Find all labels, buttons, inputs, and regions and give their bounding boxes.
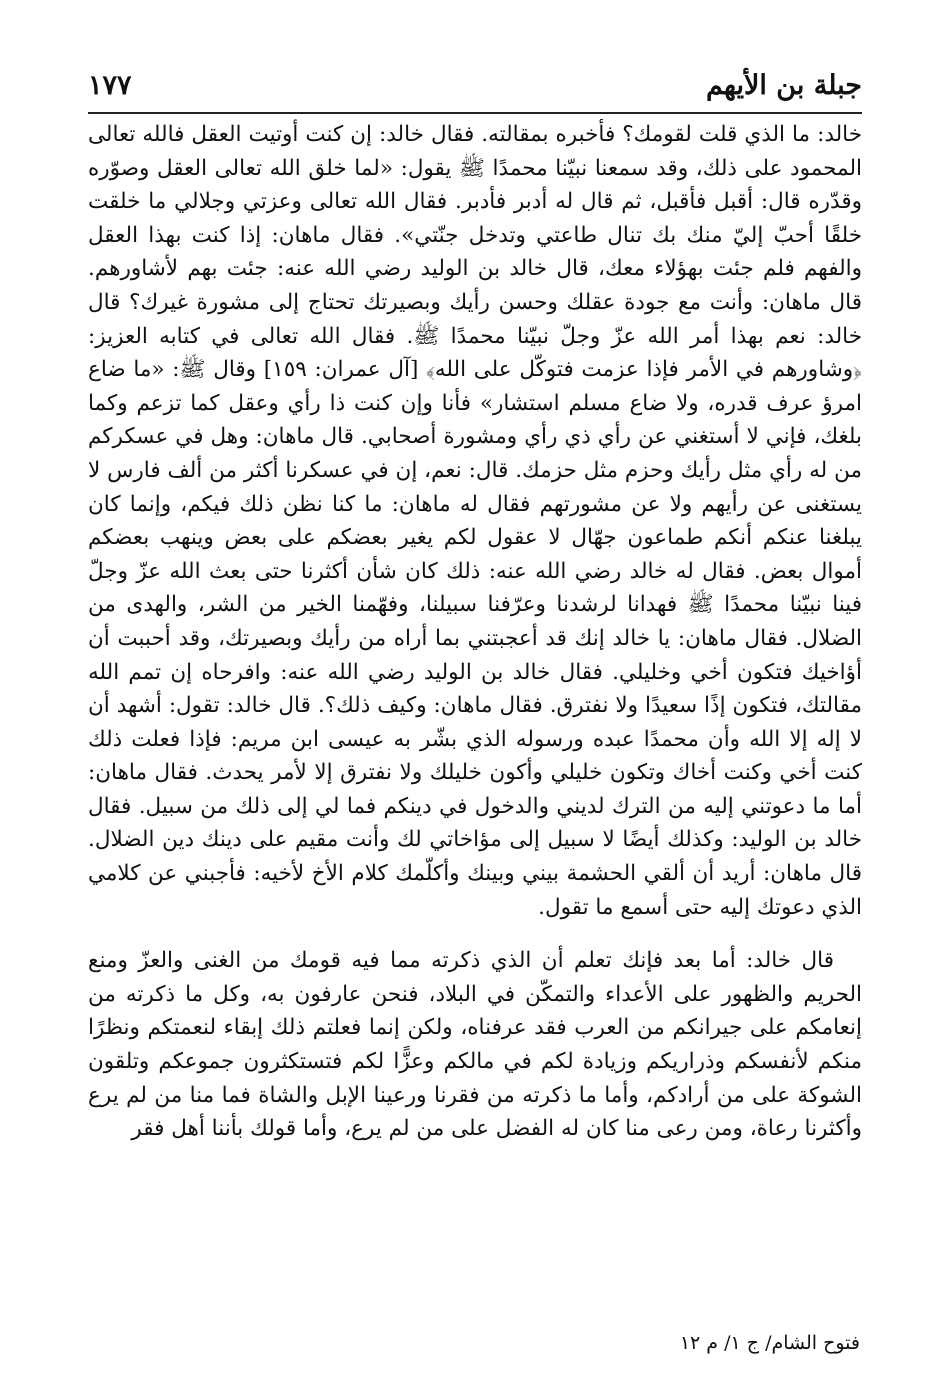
paragraph-1: خالد: ما الذي قلت لقومك؟ فأخبره بمقالته. فقال خالد: إن كنت أوتيت العقل فالله تعالى المحمود على ذلك، وقد سمعنا نبيّنا محمدًا ﷺ يقول: «لما خلق الله تعالى العقل وصوّره وقدّره قال: أقبل فأقبل، ثم قال له أدبر فأدبر. فقال الله تعالى وعزتي وجلالي ما خلقت خلقًا أحبّ إليّ منك بك تنال طاعتي وتدخل جنّتي». فقال ماهان: إذا كنت بهذا العقل والفهم فلم جئت بهؤلاء معك، قال خالد بن الوليد رضي الله عنه: جئت بهم لأشاورهم. قال ماهان: وأنت مع جودة عقلك وحسن رأيك وبصيرتك تحتاج إلى مشورة غيرك؟ قال خالد: نعم بهذا أمر الله عزّ وجلّ نبيّنا محمدًا ﷺ. فقال الله تعالى في كتابه العزيز: ﴿وشاورهم في الأمر فإذا عزمت فتوكّل على الله﴾ [آل عمران: ١٥٩] وقال ﷺ: «ما ضاع امرؤ عرف قدره، ولا ضاع مسلم استشار» فأنا وإن كنت ذا رأي وعقل كما تزعم وكما بلغك، فإني لا أستغني عن رأي ذي رأي ومشورة أصحابي. قال ماهان: وهل في عسكركم من له رأي مثل رأيك وحزم مثل حزمك. قال: نعم، إن في عسكرنا أكثر من ألف فارس لا يستغنى عن رأيهم ولا عن مشورتهم فقال له ماهان: ما كنا نظن ذلك فيكم، وإنما كان يبلغنا عنكم أنكم طماعون جهّال لا عقول لكم يغير بعضكم على بعض وينهب بعضكم أموال بعض. فقال له خالد رضي الله عنه: ذلك كان شأن أكثرنا حتى بعث الله عزّ وجلّ فينا نبيّنا محمدًا ﷺ فهدانا لرشدنا وعرّفنا سبيلنا، وفهّمنا الخير من الشر، والهدى من الضلال. فقال ماهان: يا خالد إنك قد أعجبتني بما أراه من رأيك وبصيرتك، وقد أحببت أن أؤاخيك فتكون أخي وخليلي. فقال خالد بن الوليد رضي الله عنه: وافرحاه إن تمم الله مقالتك، فتكون إذًا سعيدًا ولا نفترق. فقال ماهان: وكيف ذلك؟. قال خالد: تقول: أشهد أن لا إله إلا الله وأن محمدًا عبده ورسوله الذي بشّر به عيسى ابن مريم: فإذا فعلت ذلك كنت أخي وكنت أخاك وتكون خليلي وأكون خليلك ولا نفترق إلا لأمر يحدث. فقال ماهان: أما ما دعوتني إليه من الترك لديني والدخول في دينكم فما لي إلى ذلك من سبيل. فقال خالد بن الوليد: وكذلك أيضًا لا سبيل إلى مؤاخاتي لك وأنت مقيم على دينك دين الضلال. قال ماهان: أريد أن ألقي الحشمة بيني وبينك وأكلّمك كلام الأخ لأخيه: فأجبني عن كلامي الذي دعوتك إليه حتى أسمع ما تقول. — [88, 122, 863, 920]
paragraph-2: قال خالد: أما بعد فإنك تعلم أن الذي ذكرته مما فيه قومك من الغنى والعزّ ومنع الحريم والظهور على الأعداء والتمكّن في البلاد، فنحن عارفون به، وكل ما ذكرته من إنعامكم على جيرانكم من العرب فقد عرفناه، ولكن إنما فعلتم ذلك إبقاء لنعمتكم ونظرًا منكم لأنفسكم وذراريكم وزيادة لكم في مالكم وعزًّا لكم فتستكثرون جموعكم وتلقون الشوكة على من أرادكم، وأما ما ذكرته من فقرنا ورعينا الإبل والشاة فما منا من لم يرع وأكثرنا رعاة، ومن رعى منا كان له الفضل على من لم يرع، وأما قولك بأننا أهل فقر — [88, 948, 862, 1142]
header-divider — [88, 112, 862, 114]
page-header — [88, 68, 862, 108]
page-number: ١٧٧ — [88, 70, 132, 101]
body-text — [88, 118, 862, 1146]
running-title: جبلة بن الأيهم — [706, 70, 862, 101]
footer-signature: فتوح الشام/ ج ١/ م ١٢ — [679, 1332, 860, 1354]
